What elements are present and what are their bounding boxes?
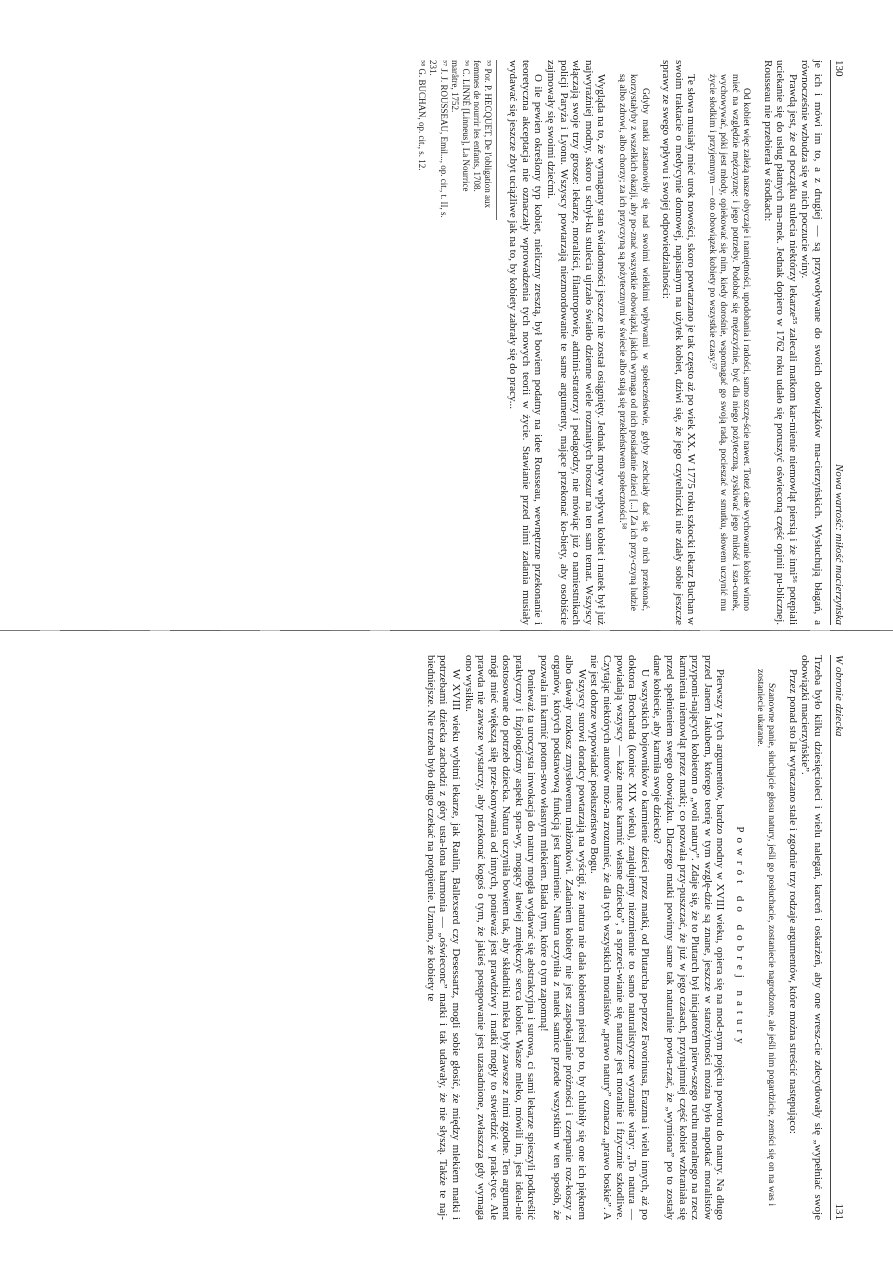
paragraph: Wszyscy surowi doradcy powtarzają na wyścigi, że natura nie dała kobietom piersi po to, by chlubiły się one ich pięknem albo dawały rozkosz zmysłowemu małżonkowi. Zadaniem kobiety nie jest zaspokajanie próżności i czerpanie roz-koszy z organów, których podstawową funkcją jest karmienie. Natura uczyniła z matek samice przede wszystkim w ten sposób, że pozwala im karmić potom-stwo własnym mlekiem. Biada tym, które o tym zapomną! [538, 655, 588, 1220]
page-number: 130 [833, 60, 845, 77]
paragraph: Pierwszy z tych argumentów, bardzo modny w XVIII wieku, opiera się na mod-nym pojęciu powrotu do natury. Na długo przed Janem Jakubem, którego teorię w tym wzglę-dzie są znane, jeszcze w starożytności można było napotkać moralistów przypomi-nających kobietom o „woli natury”. Zdaje się, że to Plutarch był inicjatorem pierw-szego ruchu moralnego na rzecz karmienia niemowląt przez matki; co pozwala przy-puszczać, że już w jego czasach, przynajmniej część kobiet wzbraniała się przed spełnieniem swego obowiązku. Dlaczego matki powinny same tak naturalnie powta-rzać, że „wymiona” po to zostały dane kobiecie, aby karmiła swoje dziecko? [651, 655, 727, 1220]
page-header [830, 655, 845, 1220]
page-131 [115, 655, 845, 1220]
running-head: W obronie dziecka [833, 655, 845, 737]
paragraph: O ile pewien określony typ kobiet, nieliczny zresztą, był bowiem podatny na idee Rousseau, wewnętrzne przekonanie i teoretyczna akceptacja nie oznaczały wprowadzenia tych nowych teorii w życie. Stawianie przed nimi zadania musiały wydawać się jeszcze zbyt uciążliwe jak na to, by kobiety zabrały się do pracy... [507, 60, 545, 625]
quote-text: Od kobiet więc zależą nasze obyczaje i namiętności, upodobania i radości, samo szczę-ście nawet. Toteż całe wychowanie kobiet winno mieć na względzie mężczyznę: i jego potrzeby. Podobać się mężczyźnie, być dla niego pożyteczną, zyskiwać jego miłość i sza-cunek, wychowywać, póki jest młody, opiekować się nim, kiedy dorośnie, wspomagać go swoją radą, pocieszać w smutku, słowem uczynić mu życie słodkim i przyjemnym — oto obowiązek kobiety po wszystkie czasy.⁵⁷ [706, 74, 753, 611]
footnote: ⁵⁷ J. J. ROUSSEAU, Emil..., op. cit., t. II, s. 231. [427, 60, 449, 218]
quote-text: Gdyby matki zastanowiły się nad swoimi wielkimi wpływami w społeczeństwie, gdyby zechciały dać się o nich przekonać, korzystałyby z wszelkich okazji, aby po-znać wszystkie obowiązki, jakich wymaga od nich posiadanie dzieci [...] Za ich przy-czyną ludzie są albo zdrowi, albo chorzy; za ich przyczyną są pożytecznymi w świecie albo stają się przekleństwem społeczności.⁵⁸ [616, 74, 651, 611]
footnote: ⁵⁵ Por. P. HECQUET, De l'obligation aux femmes de nourrir les enfants, 1708. [471, 60, 493, 208]
paragraph: Ponieważ ta uroczysta inwokacja do natury mogła wydawać się abstrakcyjna i surowa, ci sami lekarze spieszyli podkreślić praktyczny i fizjologiczny aspekt spra-wy, mogący łatwiej zmiękczyć serca kobiet. Wasze mleko, mówili im, jest ideal-nie dostosowane do potrzeb dziecka. Natura uczyniła bowiem tak, aby składniki mleka były zawsze z nimi zgodne. Ten argument mógł mieć większą siłę prze-konywania od innych, ponieważ jest prawdziwy i matki mogły to stwierdzić w prak-tyce. Ale prawda nie zawsze wystarczy, aby przekonać kogoś o tym, że jakieś postępowanie jest uzasadnione, zwłaszcza gdy wymaga ono wysiłku. [462, 655, 538, 1220]
page-header [830, 60, 845, 625]
block-quote [754, 655, 777, 1220]
page-number: 131 [833, 1203, 845, 1220]
page-130 [115, 60, 845, 625]
footnotes [416, 60, 497, 220]
page-divider [0, 630, 893, 631]
footnote: ⁵⁸ G. BUCHAN, op. cit., s. 12. [416, 60, 427, 171]
block-quote [706, 60, 752, 625]
footnote: ⁵⁶ C. LINNÉ [Linneus], La Nourrice marâtre, 1752. [449, 60, 471, 192]
paragraph: Wygląda na to, że wymagany stan świadomości jeszcze nie został osiągnięty. Jednak motyw wpływu kobiet i matek był już najwyraźniej modny, skoro u schył-ku stulecia ujrzało światło dzienne wiele rozmaitych broszur na ten sam temat. Wszyscy włączają swoje trzy grosze: lekarze, moraliści, filantropowie, admini-stratorzy i pedagodzy, nie mówiąc już o namiestnikach policji Paryża i Lyonu. Wszyscy powtarzają niezmordowanie te same argumenty, mające przekonać ko-biety, aby osobiście zajmowały się swoimi dziećmi. [545, 60, 608, 625]
block-quote [616, 60, 650, 625]
section-heading: Powrót do dobrej natury [734, 826, 747, 1049]
paragraph: Prawdą jest, że od początku stulecia niektórzy lekarze⁵⁵ zalecali matkom kar-mienie niemowląt piersią i że inni⁵⁶ potępiali uciekanie się do usług płatnych ma-mek. Jednak dopiero w 1762 roku udało się poruszyć oświeconą część opinii pu-blicznej. Rousseau nie przebierał w środkach: [761, 60, 799, 625]
running-head: Nowa wartość: miłość macierzyńska [833, 463, 845, 625]
paragraph: je ich i mówi im to, a z drugiej — są przywoływane do swoich obowiązków ma-cierzyńskich. Wysłuchują błagań, a równocześnie wzbudza się w nich poczucie winy. [799, 60, 824, 625]
paragraph: Te słowa musiały mieć urok nowości, skoro powtarzano je tak często aż po wiek XX. W 1775 roku szkocki lekarz Buchan w swoim traktacie o medycynie domowej, napisanym na użytek kobiet, dziwi się, że jego czytelniczki nie zdały sobie jeszcze sprawy ze swego wpływu i swojej odpowiedzialności: [660, 60, 698, 625]
paragraph: W XVIII wieku wybitni lekarze, jak Raulin, Ballexserd czy Desessartz, mogli sobie głosić, że między mlekiem matki i potrzebami dziecka zachodzi z góry usta-lona harmonia — „oświeconc” matki i tak udawały, że nie słyszą. Także te naj-biedniejsze. Nie trzeba było długo czekać na potępienie. Uznano, że kobiety te [424, 655, 462, 1220]
paragraph: Przez ponad sto lat wytaczano stale i zgodnie trzy rodzaje argumentów, które można streścić następująco: [786, 669, 799, 1134]
quote-text: Szanowne panie, słuchajcie głosu natury, jeśli go posłuchacie, zostaniecie nagrodzone, ale jeśli nim pogardzicie, zemści się on na was i zostaniecie ukarane. [754, 669, 778, 1206]
paragraph: U wszystkich bojowników o karmienie dzieci przez matki, od Plutarcha po-przez Favorinusa, Erazma i wielu innych, aż po doktora Brocharda (koniec XIX wieku), znajdujemy niezmiennie to samo naturalistyczne wyznanie wiary: „To natura — powiadają wszyscy — każe matce karmić własne dziecko”, a sprzeci-wianie się naturze jest moralnie i fizycznie szkodliwe. Czytając niektórych autorów moż-na zrozumieć, że dla tych wszystkich moralistów „prawo natury” oznacza „prawo boskie”. A nie jest dobrze wypowiadać posłuszeństwo Bogu. [588, 655, 651, 1220]
paragraph: Trzeba było kilku dziesięcioleci i wielu nalegań, karceń i oskarżeń, aby one wresz-cie zdecydowały się „wypełniać swoje obowiązki macierzyńskie”. [799, 655, 824, 1220]
